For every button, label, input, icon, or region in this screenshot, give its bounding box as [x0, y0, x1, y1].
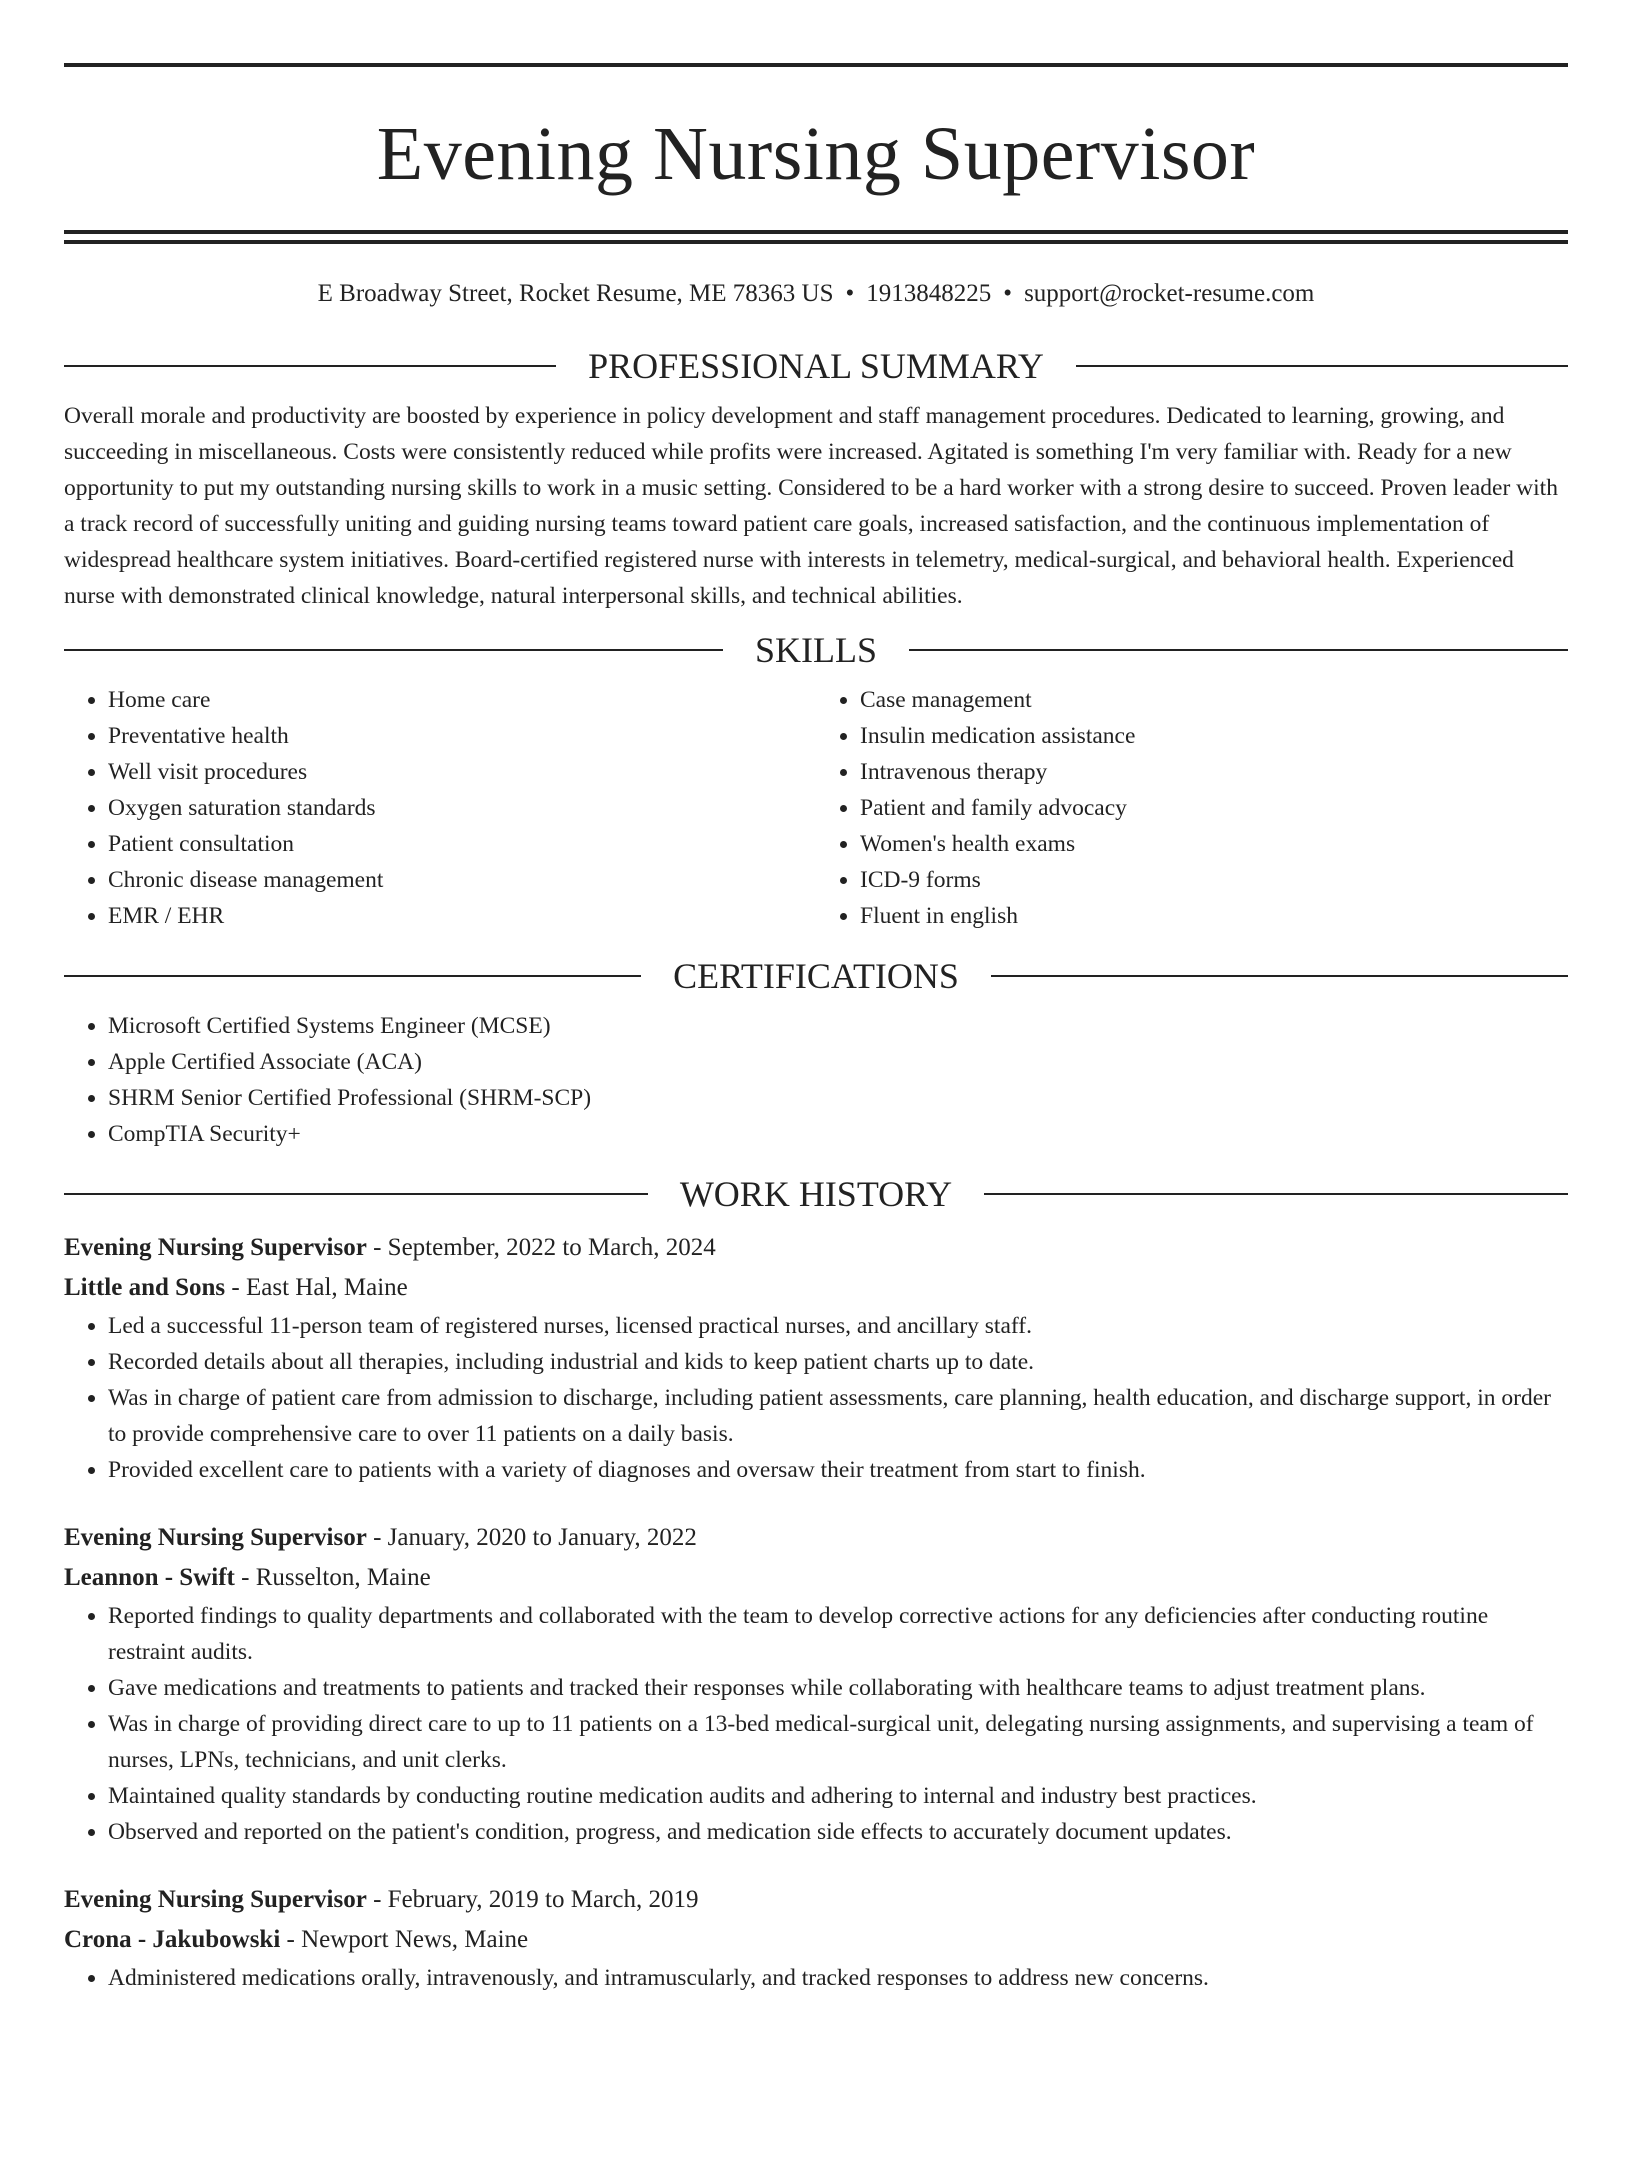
skill-item: • Home care	[108, 682, 816, 718]
job-duty-item: • Maintained quality standards by conducting routine medication audits and adhering to internal and industry best practices.	[108, 1778, 1568, 1814]
summary-heading-label: PROFESSIONAL SUMMARY	[588, 346, 1044, 386]
job-duties-list	[64, 1598, 1568, 1850]
skills-section-heading	[64, 628, 1568, 672]
skill-item: • EMR / EHR	[108, 898, 816, 934]
certification-item: • SHRM Senior Certified Professional (SHRM-SCP)	[108, 1080, 1568, 1116]
heading-rule-right	[991, 975, 1568, 977]
job-title: Evening Nursing Supervisor	[64, 1524, 367, 1551]
job-title-line	[64, 1880, 1568, 1920]
job-dates: - January, 2020 to January, 2022	[366, 1524, 697, 1551]
contact-separator: •	[1003, 280, 1013, 307]
heading-rule-left	[64, 1193, 648, 1195]
contact-address: E Broadway Street, Rocket Resume, ME 78363 US	[317, 280, 834, 307]
skill-item: • Fluent in english	[860, 898, 1568, 934]
job-duty-item: • Led a successful 11-person team of registered nurses, licensed practical nurses, and ancillary staff.	[108, 1308, 1568, 1344]
skill-item: • Oxygen saturation standards	[108, 790, 816, 826]
work-history-heading-label: WORK HISTORY	[679, 1174, 953, 1214]
certifications-list	[64, 1008, 1568, 1152]
certification-item: • CompTIA Security+	[108, 1116, 1568, 1152]
skill-item: • Patient consultation	[108, 826, 816, 862]
job-title: Evening Nursing Supervisor	[64, 1886, 367, 1913]
certifications-heading-label: CERTIFICATIONS	[673, 956, 959, 996]
job-duty-item: • Recorded details about all therapies, including industrial and kids to keep patient charts up to date.	[108, 1344, 1568, 1380]
skill-item: • Preventative health	[108, 718, 816, 754]
job-duty-item: • Reported findings to quality departments and collaborated with the team to develop corrective actions for any deficiencies after conducting routine restraint audits.	[108, 1598, 1568, 1670]
heading-rule-left	[64, 365, 556, 367]
heading-rule-right	[984, 1193, 1568, 1195]
job-company-line	[64, 1558, 1568, 1598]
job-company-line	[64, 1268, 1568, 1308]
job-duty-item: • Was in charge of providing direct care to up to 11 patients on a 13-bed medical-surgical unit, delegating nursing assignments, and supervising a team of nurses, LPNs, technicians, and unit clerks.	[108, 1706, 1568, 1778]
job-duty-item: • Provided excellent care to patients with a variety of diagnoses and oversaw their treatment from start to finish.	[108, 1452, 1568, 1488]
certification-item: • Microsoft Certified Systems Engineer (MCSE)	[108, 1008, 1568, 1044]
skill-item: • Well visit procedures	[108, 754, 816, 790]
job-duty-item: • Observed and reported on the patient's condition, progress, and medication side effects to accurately document updates.	[108, 1814, 1568, 1850]
skill-item: • ICD-9 forms	[860, 862, 1568, 898]
skill-item: • Women's health exams	[860, 826, 1568, 862]
heading-rule-right	[1076, 365, 1568, 367]
contact-separator: •	[845, 280, 855, 307]
job-dates: - February, 2019 to March, 2019	[366, 1886, 699, 1913]
contact-phone: 1913848225	[866, 280, 992, 307]
skills-column-right	[816, 682, 1568, 934]
skills-column-left	[64, 682, 816, 934]
work-history-section-heading	[64, 1172, 1568, 1216]
job-duty-item: • Administered medications orally, intravenously, and intramuscularly, and tracked responses to address new concerns.	[108, 1960, 1568, 1996]
title-double-rule	[64, 230, 1568, 244]
certification-item: • Apple Certified Associate (ACA)	[108, 1044, 1568, 1080]
job-company: Little and Sons	[64, 1274, 226, 1301]
job-entry	[64, 1518, 1568, 1850]
skill-item: • Intravenous therapy	[860, 754, 1568, 790]
summary-section-heading	[64, 344, 1568, 388]
resume-title: Evening Nursing Supervisor	[376, 112, 1256, 196]
contact-line	[64, 277, 1568, 311]
certifications-section-heading	[64, 954, 1568, 998]
job-company: Leannon - Swift	[64, 1564, 235, 1591]
job-title: Evening Nursing Supervisor	[64, 1234, 367, 1261]
job-company: Crona - Jakubowski	[64, 1926, 281, 1953]
skill-item: • Patient and family advocacy	[860, 790, 1568, 826]
skill-item: • Case management	[860, 682, 1568, 718]
heading-rule-left	[64, 649, 723, 651]
heading-rule-left	[64, 975, 641, 977]
skills-list-left	[64, 682, 816, 934]
skills-list-right	[816, 682, 1568, 934]
job-dates: - September, 2022 to March, 2024	[366, 1234, 716, 1261]
job-duty-item: • Gave medications and treatments to patients and tracked their responses while collaborating with healthcare teams to adjust treatment plans.	[108, 1670, 1568, 1706]
job-title-line	[64, 1518, 1568, 1558]
job-location: - Newport News, Maine	[280, 1926, 529, 1953]
contact-email: support@rocket-resume.com	[1024, 280, 1315, 307]
summary-text: Overall morale and productivity are boosted by experience in policy development and staff management procedures. Dedicated to learning, growing, and succeeding in miscellaneous. Costs were consistently reduced while profits were increased. Agitated is something I'm very familiar with. Ready for a new opportunity to put my outstanding nursing skills to work in a music setting. Considered to be a hard worker with a strong desire to succeed. Proven leader with a track record of successfully uniting and guiding nursing teams toward patient care goals, increased satisfaction, and the continuous implementation of widespread healthcare system initiatives. Board-certified registered nurse with interests in telemetry, medical-surgical, and behavioral health. Experienced nurse with demonstrated clinical knowledge, natural interpersonal skills, and technical abilities.	[64, 403, 1558, 609]
job-duty-item: • Was in charge of patient care from admission to discharge, including patient assessments, care planning, health education, and discharge support, in order to provide comprehensive care to over 11 patients on a daily basis.	[108, 1380, 1568, 1452]
job-duties-list	[64, 1960, 1568, 1996]
job-duties-list	[64, 1308, 1568, 1488]
job-entry	[64, 1228, 1568, 1488]
skills-heading-label: SKILLS	[755, 630, 878, 670]
skills-columns	[64, 682, 1568, 934]
job-title-line	[64, 1228, 1568, 1268]
job-location: - Russelton, Maine	[234, 1564, 431, 1591]
skill-item: • Chronic disease management	[108, 862, 816, 898]
job-company-line	[64, 1920, 1568, 1960]
job-entry	[64, 1880, 1568, 1996]
resume-page	[0, 63, 1632, 2175]
skill-item: • Insulin medication assistance	[860, 718, 1568, 754]
top-rule	[64, 63, 1568, 67]
job-location: - East Hal, Maine	[225, 1274, 408, 1301]
heading-rule-right	[909, 649, 1568, 651]
